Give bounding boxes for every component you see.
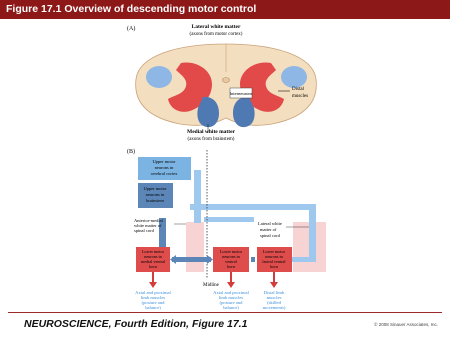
medial-white-matter-label: Medial white matter (187, 129, 235, 135)
lateral-white-line2: matter of (260, 227, 277, 232)
distal-muscles-label-line2: muscles (292, 94, 309, 99)
out-mid-line3: (posture and (219, 300, 243, 305)
lateral-white-line3: spinal cord (260, 233, 280, 238)
out-mid-line1: Axial and proximal (213, 290, 249, 295)
lmn-mid-line2: neurons in (222, 254, 240, 259)
lmn-medial-line4: horn (149, 264, 157, 269)
lmn-mid-line1: Lower motor (220, 249, 242, 254)
lmn-mid-line3: ventral (225, 259, 237, 264)
footer-title: NEUROSCIENCE, Fourth Edition, Figure 17.1 (24, 318, 248, 330)
lmn-lateral-line3: lateral ventral (262, 259, 286, 264)
lateral-white-line1: Lateral white (258, 221, 282, 226)
left-lateral-white-matter (146, 66, 172, 88)
lmn-lateral-line2: neurons in (265, 254, 283, 259)
distal-muscles-label-line1: Distal (292, 87, 304, 92)
umn-cortex-line3: cerebral cortex (150, 171, 178, 176)
lateral-white-matter-sublabel: (axons from motor cortex) (189, 32, 243, 37)
lmn-mid-line4: horn (227, 264, 235, 269)
umn-brainstem-line1: Upper motor (143, 186, 167, 191)
out-right-line3: (skilled (267, 300, 281, 305)
umn-cortex-line1: Upper motor (152, 159, 176, 164)
right-lateral-white-matter (281, 66, 307, 88)
out-right-line1: Distal limb (263, 290, 285, 295)
umn-cortex-line2: neurons in (154, 165, 174, 170)
anterior-medial-line3: spinal cord (134, 228, 154, 233)
left-pink-band (186, 222, 204, 272)
out-right-line4: movements) (262, 305, 286, 310)
footer-rule (8, 312, 442, 313)
figure-title: Figure 17.1 Overview of descending motor control (6, 3, 257, 15)
panel-a-label: (A) (127, 26, 136, 32)
out-right-line2: muscles (266, 295, 282, 300)
lmn-lateral-line1: Lower motor (263, 249, 285, 254)
umn-brainstem-line2: neurons in (145, 192, 165, 197)
midline-label: Midline (203, 283, 219, 288)
out-left-line3: (posture and (141, 300, 165, 305)
panel-b-label: (B) (127, 149, 135, 155)
medial-white-matter-sublabel: (axons from brainstem) (187, 137, 235, 142)
out-mid-line4: balance) (223, 305, 239, 310)
lmn-lateral-line4: horn (270, 264, 278, 269)
lmn-medial-line2: neurons in (144, 254, 162, 259)
lmn-medial-line3: medial ventral (140, 259, 166, 264)
out-left-line1: Axial and proximal (135, 290, 171, 295)
lmn-medial-line1: Lower motor (142, 249, 164, 254)
central-canal (223, 78, 230, 83)
anterior-medial-line1: Anterior-medial (134, 218, 163, 223)
spinal-cord-cross-section (136, 44, 317, 127)
anterior-medial-line2: white matter of (134, 223, 162, 228)
out-left-line4: balance) (145, 305, 161, 310)
umn-brainstem-line3: brainstem (146, 198, 164, 203)
lateral-white-matter-label: Lateral white matter (191, 24, 241, 30)
interneurons-label: Interneurons (229, 91, 253, 96)
out-left-line2: limb muscles (140, 295, 166, 300)
out-mid-line2: limb muscles (218, 295, 244, 300)
footer-copyright: © 2008 Sinauer Associates, Inc. (374, 322, 438, 327)
